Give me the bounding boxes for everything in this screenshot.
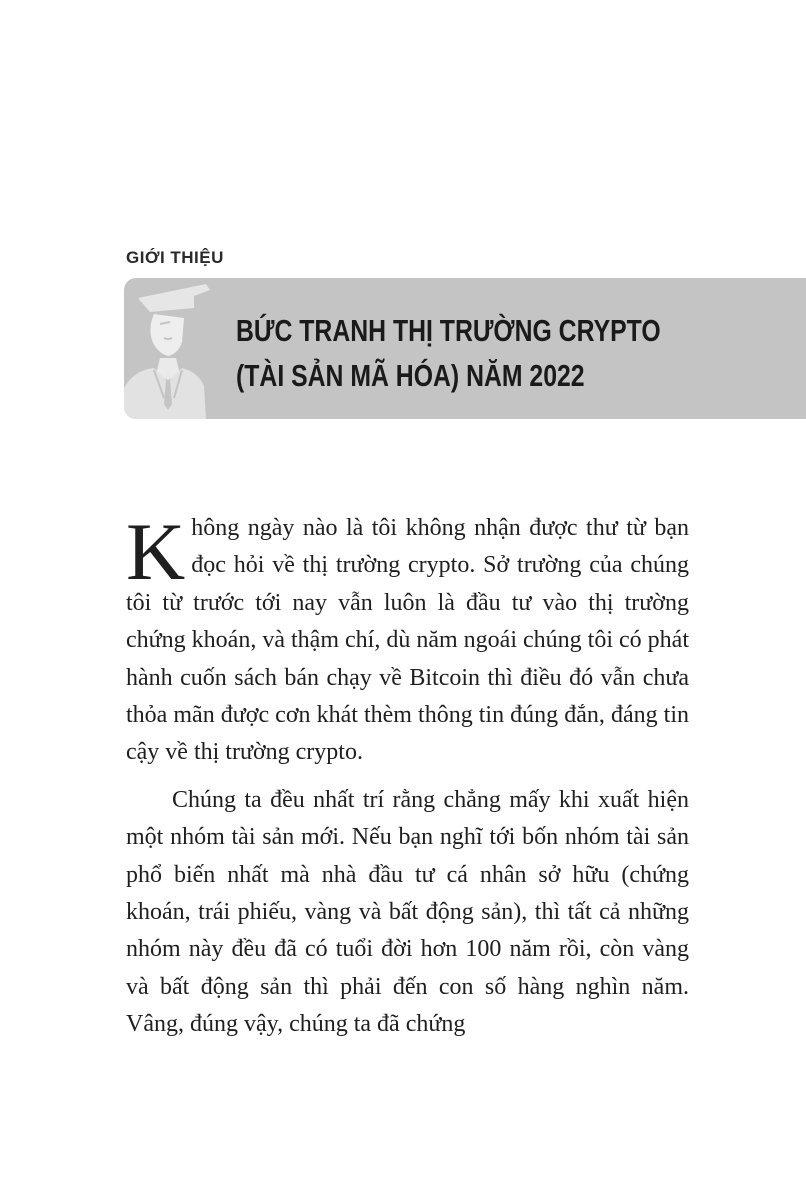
- paragraph-1: [126, 506, 689, 772]
- body-text: [126, 506, 689, 1044]
- chapter-title-line1: BỨC TRANH THỊ TRƯỜNG CRYPTO: [236, 313, 661, 348]
- section-label: GIỚI THIỆU: [126, 248, 224, 267]
- chapter-title-band: [124, 278, 806, 419]
- paragraph-1-text: hông ngày nào là tôi không nhận được thư từ bạn đọc hỏi về thị trường crypto. Sở trường của chúng tôi từ trước tới nay vẫn luôn là đầu tư vào thị trường chứng khoán, và thậm chí, dù năm ngoái chúng tôi có phát hành cuốn sách bán chạy về Bitcoin thì điều đó vẫn chưa thỏa mãn được cơn khát thèm thông tin đúng đắn, đáng tin cậy về thị trường crypto.: [126, 515, 689, 766]
- chapter-title: [236, 308, 661, 398]
- drop-cap: K: [126, 506, 186, 597]
- silhouette-hat-figure-icon: [124, 278, 224, 419]
- paragraph-2: Chúng ta đều nhất trí rằng chẳng mấy khi xuất hiện một nhóm tài sản mới. Nếu bạn nghĩ tới bốn nhóm tài sản phổ biến nhất mà nhà đầu tư cá nhân sở hữu (chứng khoán, trái phiếu, vàng và bất động sản), thì tất cả những nhóm này đều đã có tuổi đời hơn 100 năm rồi, còn vàng và bất động sản thì phải đến con số hàng nghìn năm. Vâng, đúng vậy, chúng ta đã chứng: [126, 786, 689, 1038]
- chapter-title-line2: (TÀI SẢN MÃ HÓA) NĂM 2022: [236, 358, 585, 393]
